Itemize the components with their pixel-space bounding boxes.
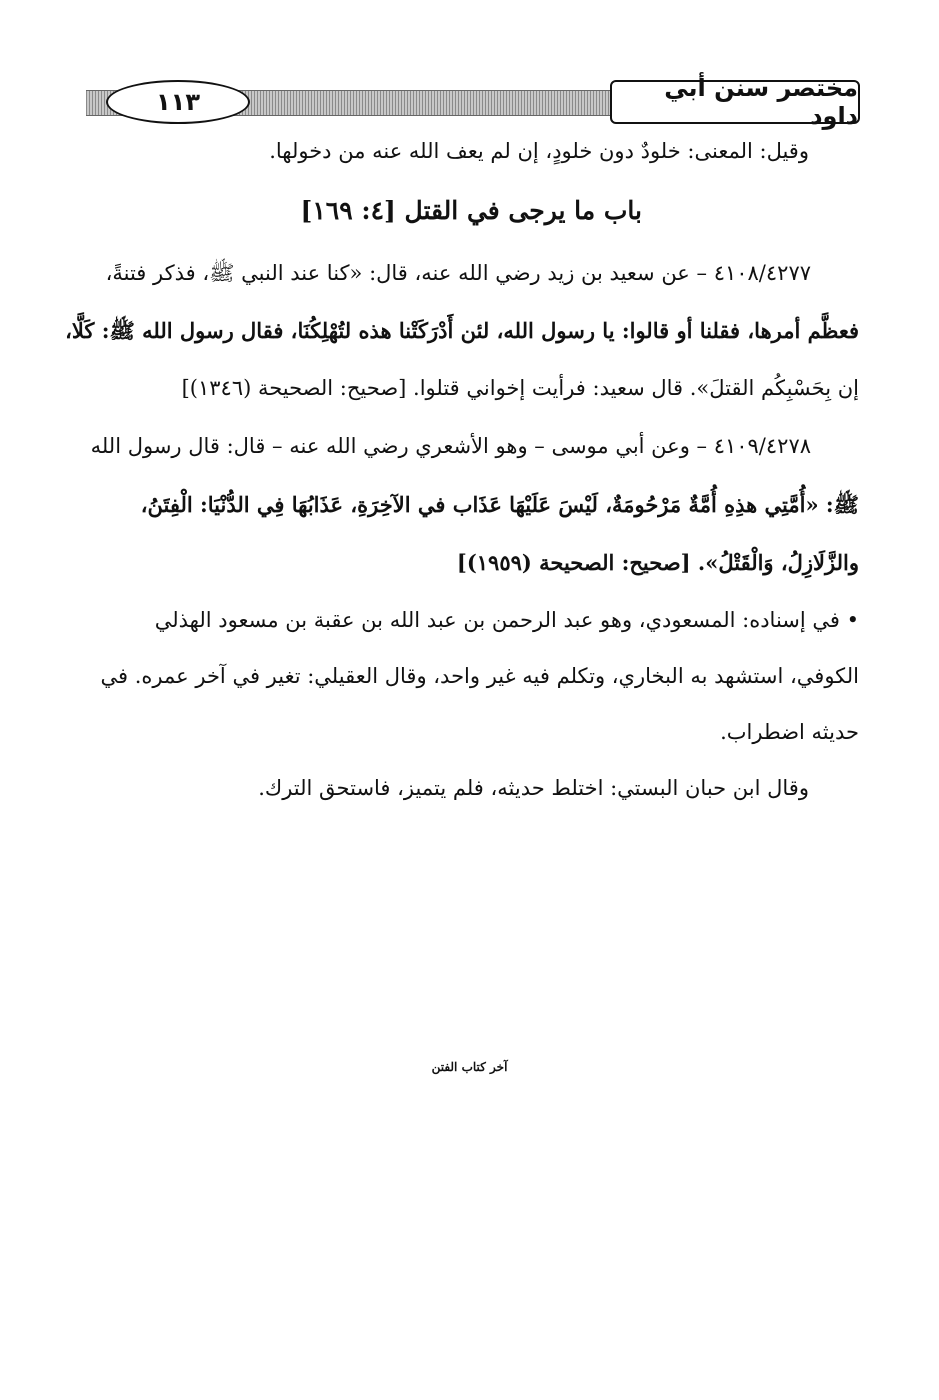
chapter-heading: باب ما يرجى في القتل [٤: ١٦٩]	[300, 196, 642, 225]
hadith-2-line-3: والزَّلَازِلُ، وَالْقَتْلُ». [صحيح: الصحيحة (١٩٥٩)]	[456, 550, 859, 575]
end-title: آخر كتاب الفتن	[431, 1060, 508, 1074]
hadith-1-line-2: فعظَّم أمرها، فقلنا أو قالوا: يا رسول الله، لئن أَدْرَكَتْنا هذه لتُهْلِكُنَا، فقال رسول الله ﷺ: كَلَّا،	[65, 318, 859, 343]
note-line-3: حديثه اضطراب.	[720, 720, 859, 744]
hadith-2-line-1: ٤١٠٩/٤٢٧٨ – وعن أبي موسى – وهو الأشعري رضي الله عنه – قال: قال رسول الله	[90, 434, 811, 458]
note-line-1: • في إسناده: المسعودي، وهو عبد الرحمن بن عبد الله بن عقبة بن مسعود الهذلي	[154, 608, 859, 632]
book-title: مختصر سنن أبي داود	[610, 80, 860, 124]
hadith-1-line-3: إن بِحَسْبِكُم القتلَ». قال سعيد: فرأيت إخواني قتلوا. [صحيح: الصحيحة (١٣٤٦)]	[181, 376, 859, 400]
hadith-2-line-2: ﷺ: «أُمَّتِي هذِهِ أُمَّةٌ مَرْحُومَةٌ، لَيْسَ عَلَيْهَا عَذَاب في الآخِرَةِ، عَذَابُهَا فِي الدُّنْيَا: الْفِتَنُ،	[140, 492, 859, 517]
intro-line: وقيل: المعنى: خلودٌ دون خلودٍ، إن لم يعف الله عنه من دخولها.	[269, 139, 809, 163]
page-number: ١١٣	[106, 80, 250, 124]
note-line-2: الكوفي، استشهد به البخاري، وتكلم فيه غير واحد، وقال العقيلي: تغير في آخر عمره. في	[100, 664, 859, 688]
running-header	[86, 74, 860, 130]
hadith-1-line-1: ٤١٠٨/٤٢٧٧ – عن سعيد بن زيد رضي الله عنه، قال: «كنا عند النبي ﷺ، فذكر فتنةً،	[105, 261, 811, 285]
closing-note: وقال ابن حبان البستي: اختلط حديثه، فلم يتميز، فاستحق الترك.	[258, 776, 809, 800]
